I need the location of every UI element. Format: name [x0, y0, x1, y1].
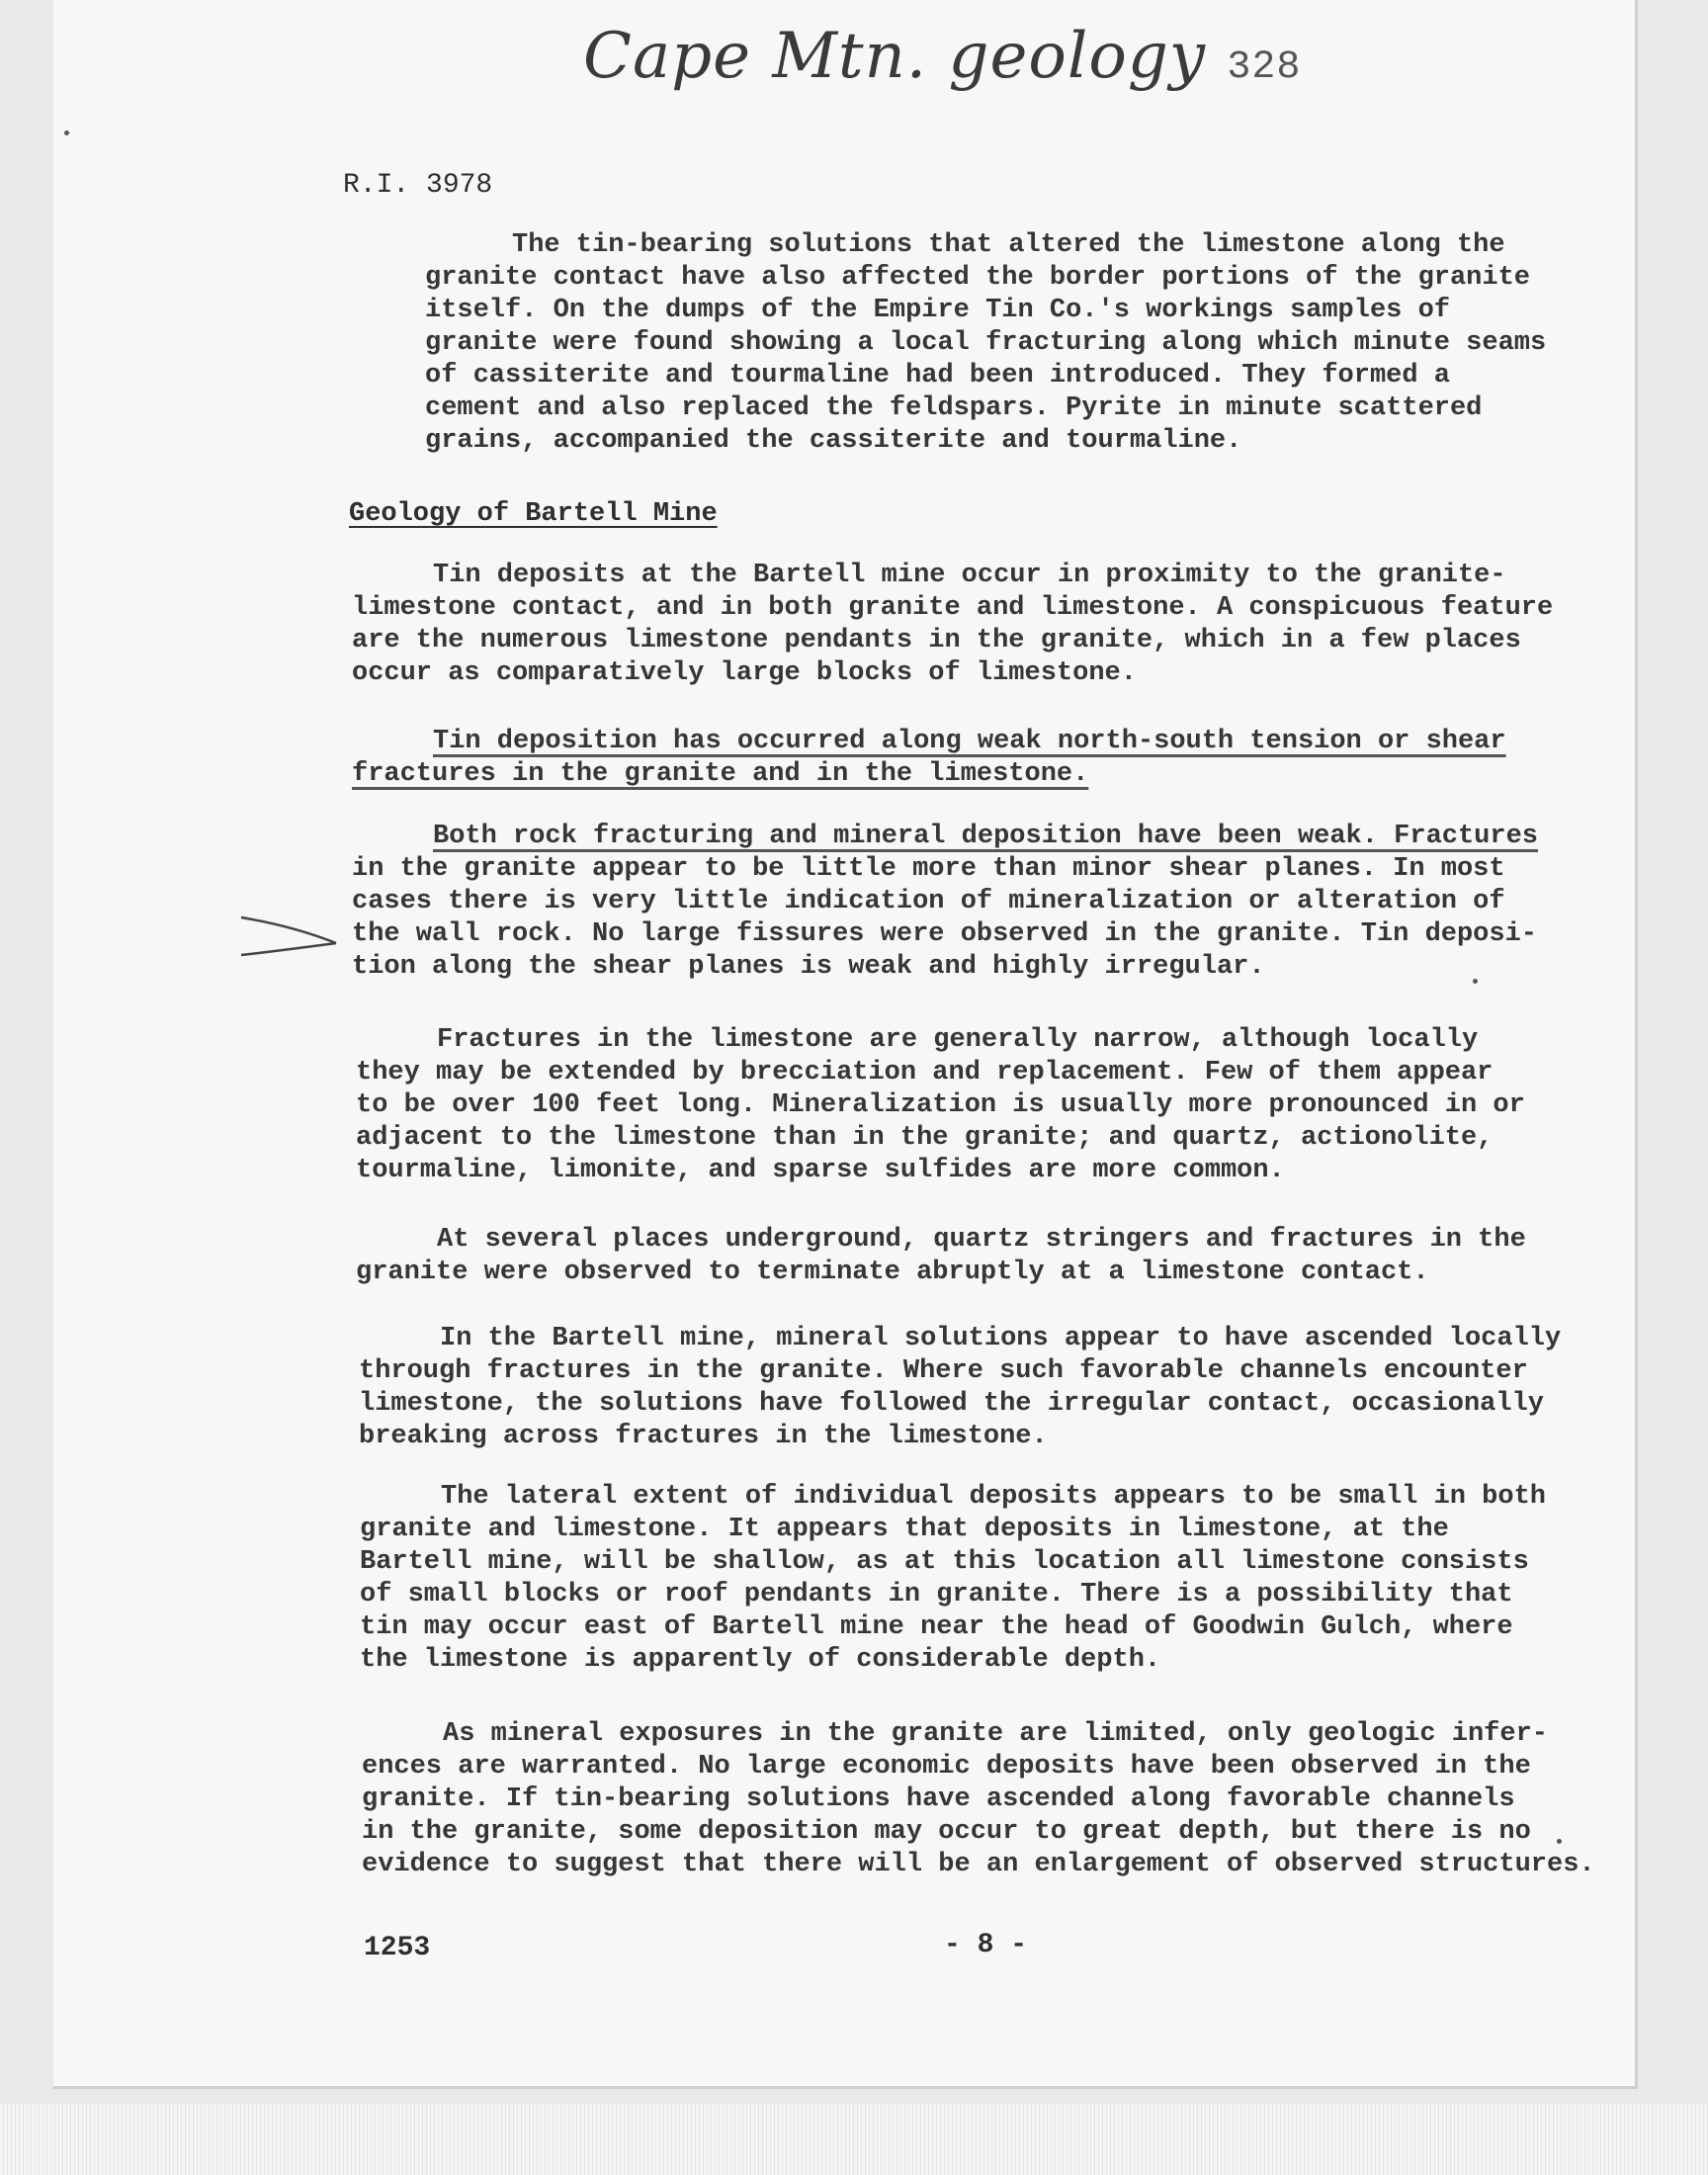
scan-speck — [1557, 1839, 1562, 1844]
scan-speck — [64, 130, 69, 135]
paragraph: As mineral exposures in the granite are limited, only geologic infer- ences are warranted. No large economic deposits have been observed in the granite. If tin-bearing solutions have ascended along favorable channels in the granite, some deposition may occur to great depth, but there is no evidence to suggest that there will be an enlargement of observed structures. — [362, 1719, 1595, 1879]
paragraph: In the Bartell mine, mineral solutions appear to have ascended locally through fractures in the granite. Where such favorable channels encounter limestone, the solutions have followed the irregular contact, occasionally breaking across fractures in the limestone. — [359, 1324, 1562, 1451]
paragraph: Tin deposits at the Bartell mine occur in proximity to the granite- limestone contact, and in both granite and limestone. A conspicuous feature are the numerous limestone pendants in the granite, which in a few places occur as comparatively large blocks of limestone. — [352, 561, 1554, 688]
page-number: - 8 - — [944, 1930, 1028, 1960]
section-heading: Geology of Bartell Mine — [349, 499, 718, 529]
footer-number: 1253 — [364, 1933, 431, 1963]
page-stamp: 328 — [1227, 45, 1302, 90]
paragraph: The lateral extent of individual deposits appears to be small in both granite and limestone. It appears that deposits in limestone, at the Bartell mine, will be shallow, as at this location all limestone consists of small blocks or roof pendants in granite. There is a possibility that tin may occur east of Bartell mine near the head of Goodwin Gulch, where the limestone is apparently of considerable depth. — [360, 1482, 1546, 1675]
paragraph: At several places underground, quartz stringers and fractures in the granite were observed to terminate abruptly at a limestone contact. — [356, 1225, 1526, 1287]
paragraph: The tin-bearing solutions that altered the limestone along the granite contact have also affected the border portions of the granite itself. On the dumps of the Empire Tin Co.'s workings samples of granite were found showing a local fracturing along which minute seams of cassiterite and tourmaline had been introduced. They formed a cement and also replaced the feldspars. Pyrite in minute scattered grains, accompanied the cassiterite and tourmaline. — [425, 230, 1547, 456]
handwritten-title: Cape Mtn. geology 328 — [583, 20, 1302, 93]
scan-edge-strip — [0, 2104, 1708, 2175]
report-id: R.I. 3978 — [343, 170, 493, 201]
paragraph: Both rock fracturing and mineral deposition have been weak. Fractures in the granite appear to be little more than minor shear planes. In most cases there is very little indication of mineralization or alteration of the wall rock. No large fissures were observed in the granite. Tin deposi- tion along the shear planes is weak and highly irregular. — [352, 822, 1538, 982]
paragraph: Tin deposition has occurred along weak north-south tension or shear fractures in the granite and in the limestone. — [352, 727, 1506, 789]
paragraph: Fractures in the limestone are generally narrow, although locally they may be extended by brecciation and replacement. Few of them appear to be over 100 feet long. Mineralization is usually more pronounced in or adjacent to the limestone than in the granite; and quartz, actionolite, tourmaline, limonite, and sparse sulfides are more common. — [356, 1025, 1525, 1185]
hand-drawn-arrow-icon — [237, 910, 346, 959]
scan-speck — [1473, 979, 1478, 984]
